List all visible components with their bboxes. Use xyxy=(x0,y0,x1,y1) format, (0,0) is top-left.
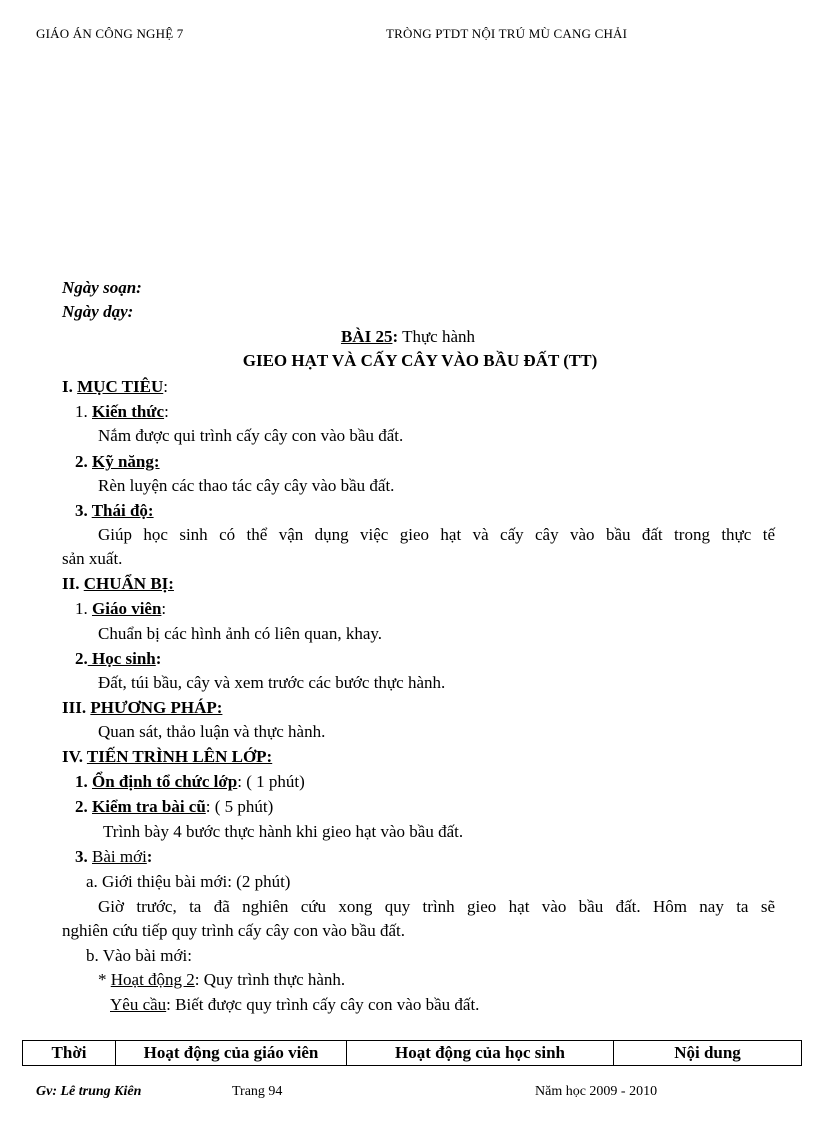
student-text: Đất, túi bầu, cây và xem trước các bước thực hành. xyxy=(98,673,446,692)
requirement xyxy=(110,995,479,1015)
footer-page: Trang 94 xyxy=(232,1084,283,1099)
lesson-title: GIEO HẠT VÀ CẤY CÂY VÀO BẦU ĐẤT (TT) xyxy=(242,351,598,370)
skill-label: Kỹ năng: xyxy=(92,452,160,471)
footer-year: Năm học 2009 - 2010 xyxy=(535,1084,658,1099)
section-4-heading xyxy=(62,747,272,767)
new-lesson-heading: b. Vào bài mới: xyxy=(86,946,192,965)
step-3-num: 3. xyxy=(75,847,92,866)
step-1-label: Ổn định tổ chức lớp xyxy=(92,772,238,791)
step-2-tail: : ( 5 phút) xyxy=(205,797,274,816)
col-teacher-activity: Hoạt động của giáo viên xyxy=(116,1041,347,1066)
lesson-plan-table xyxy=(22,1040,802,1066)
skill-num: 2. xyxy=(75,452,92,471)
section-2-heading xyxy=(62,574,174,594)
lesson-type-colon: : xyxy=(392,327,399,346)
knowledge-num: 1. xyxy=(75,402,92,421)
step-1 xyxy=(75,772,305,792)
teacher-colon: : xyxy=(161,599,167,618)
step-1-num: 1. xyxy=(75,772,92,791)
section-4-roman: IV. xyxy=(62,747,87,766)
attitude-label: Thái độ: xyxy=(91,501,154,520)
section-3-title: PHƯƠNG PHÁP: xyxy=(90,698,223,717)
step-2-label: Kiểm tra bài cũ xyxy=(92,797,206,816)
method-text: Quan sát, thảo luận và thực hành. xyxy=(98,722,326,741)
step-3-colon: : xyxy=(146,847,153,866)
header-right: TRÒNG PTDT NỘI TRÚ MÙ CANG CHẢI xyxy=(386,26,628,41)
teacher-text: Chuẩn bị các hình ảnh có liên quan, khay. xyxy=(98,624,383,643)
teacher-heading xyxy=(75,599,166,619)
date-prepared: Ngày soạn: xyxy=(62,278,142,297)
knowledge-colon: : xyxy=(164,402,169,421)
student-label: Học sinh xyxy=(87,649,156,668)
header-left: GIÁO ÁN CÔNG NGHỆ 7 xyxy=(36,26,184,41)
knowledge-text: Nắm được qui trình cấy cây con vào bầu đất. xyxy=(98,426,404,445)
attitude-text-2: sản xuất. xyxy=(62,549,123,568)
activity-2 xyxy=(98,970,345,990)
section-1-colon: : xyxy=(163,377,168,396)
intro-text-1: Giờ trước, ta đã nghiên cứu xong quy trình gieo hạt vào bầu đất. Hôm nay ta sẽ xyxy=(98,897,775,916)
col-content: Nội dung xyxy=(614,1041,802,1066)
skill-text: Rèn luyện các thao tác cây cây vào bầu đất. xyxy=(98,476,395,495)
step-2-num: 2. xyxy=(75,797,92,816)
attitude-heading xyxy=(75,501,154,521)
section-3-roman: III. xyxy=(62,698,91,717)
intro-heading: a. Giới thiệu bài mới: (2 phút) xyxy=(86,872,291,891)
section-1-roman: I. xyxy=(62,377,78,396)
teacher-num: 1. xyxy=(75,599,92,618)
knowledge-heading xyxy=(75,402,169,422)
activity-star: * xyxy=(98,970,111,989)
section-1-title: MỤC TIÊU xyxy=(77,377,164,396)
lesson-number: BÀI 25 xyxy=(340,327,393,346)
step-3 xyxy=(75,847,152,867)
step-1-tail: : ( 1 phút) xyxy=(237,772,305,791)
lesson-heading xyxy=(0,327,816,347)
section-3-heading xyxy=(62,698,222,718)
student-colon: : xyxy=(155,649,162,668)
date-taught: Ngày dạy: xyxy=(62,302,134,321)
intro-text-2: nghiên cứu tiếp quy trình cấy cây con vào bầu đất. xyxy=(62,921,405,940)
teacher-label: Giáo viên xyxy=(92,599,162,618)
attitude-text-1: Giúp học sinh có thể vận dụng việc gieo hạt và cấy cây vào bầu đất trong thực tế xyxy=(98,525,775,544)
step-2 xyxy=(75,797,273,817)
col-time: Thời xyxy=(23,1041,116,1066)
requirement-label: Yêu cầu xyxy=(110,995,167,1014)
col-student-activity: Hoạt động của học sinh xyxy=(347,1041,614,1066)
section-1-heading xyxy=(62,377,168,397)
section-2-title: CHUẨN BỊ: xyxy=(83,574,174,593)
student-num: 2. xyxy=(75,649,88,668)
skill-heading xyxy=(75,452,160,472)
step-3-label: Bài mới xyxy=(92,847,147,866)
lesson-type-text: Thực hành xyxy=(398,327,476,346)
activity-tail: : Quy trình thực hành. xyxy=(194,970,346,989)
attitude-num: 3. xyxy=(75,501,92,520)
step-2-text: Trình bày 4 bước thực hành khi gieo hạt vào bầu đất. xyxy=(103,822,464,841)
table-header-row xyxy=(23,1041,802,1066)
section-2-roman: II. xyxy=(62,574,84,593)
student-heading xyxy=(75,649,161,669)
knowledge-label: Kiến thức xyxy=(92,402,165,421)
requirement-tail: : Biết được quy trình cấy cây con vào bầu đất. xyxy=(166,995,480,1014)
activity-label: Hoạt động 2 xyxy=(110,970,195,989)
section-4-title: TIẾN TRÌNH LÊN LỚP: xyxy=(86,747,273,766)
footer-teacher: Gv: Lê trung Kiên xyxy=(36,1084,142,1099)
